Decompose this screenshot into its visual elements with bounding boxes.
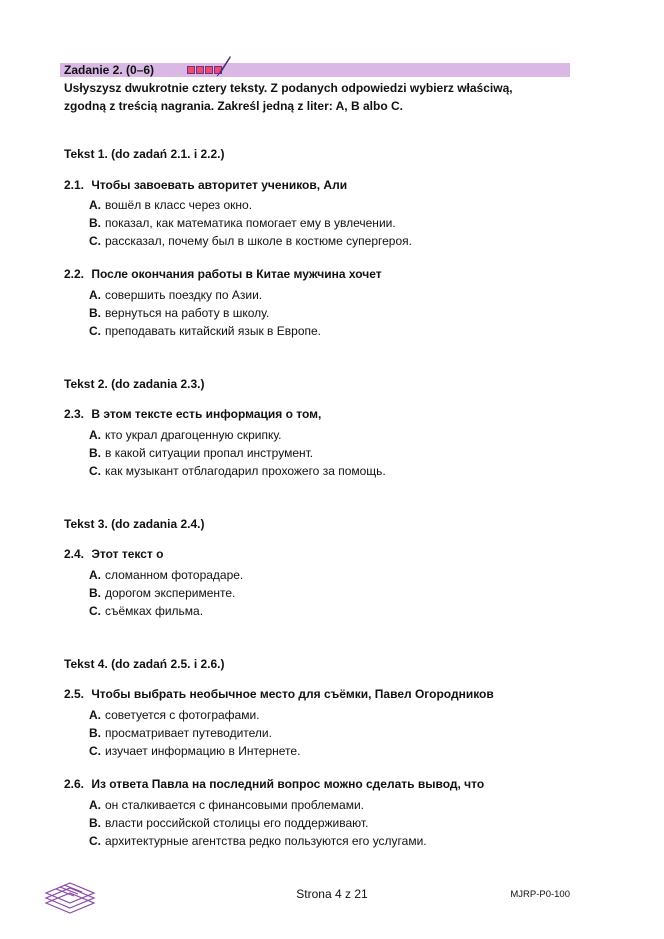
option-letter[interactable]: C. xyxy=(89,744,101,758)
option-letter[interactable]: B. xyxy=(89,216,101,230)
option-text: просматривает путеводители. xyxy=(105,726,272,740)
option-letter[interactable]: A. xyxy=(89,198,101,212)
task-instruction xyxy=(64,79,544,115)
option-text: изучает информацию в Интернете. xyxy=(105,744,301,758)
option-letter[interactable]: A. xyxy=(89,428,101,442)
option-letter[interactable]: B. xyxy=(89,816,101,830)
score-box xyxy=(187,66,195,74)
answer-option[interactable] xyxy=(89,832,427,850)
question-text: Этот текст о xyxy=(91,547,164,561)
section-title: Tekst 3. (do zadania 2.4.) xyxy=(64,517,205,531)
answer-option[interactable] xyxy=(89,444,313,462)
option-letter[interactable]: C. xyxy=(89,604,101,618)
question-text: Чтобы завоевать авторитет учеников, Али xyxy=(91,178,348,192)
score-box xyxy=(205,66,213,74)
question-number: 2.3. xyxy=(64,407,85,421)
question-text: После окончания работы в Китае мужчина хочет xyxy=(91,267,382,281)
option-letter[interactable]: A. xyxy=(89,568,101,582)
instruction-line: Usłyszysz dwukrotnie cztery teksty. Z podanych odpowiedzi wybierz właściwą, xyxy=(64,81,513,95)
answer-option[interactable] xyxy=(89,602,203,620)
option-letter[interactable]: A. xyxy=(89,798,101,812)
option-text: рассказал, почему был в школе в костюме супергероя. xyxy=(105,234,412,248)
question-number: 2.4. xyxy=(64,547,85,561)
option-text: он сталкивается с финансовыми проблемами. xyxy=(105,798,365,812)
answer-option[interactable] xyxy=(89,426,281,444)
question-title xyxy=(64,407,321,421)
option-letter[interactable]: A. xyxy=(89,708,101,722)
option-letter[interactable]: C. xyxy=(89,324,101,338)
option-text: дорогом эксперименте. xyxy=(105,586,236,600)
page-number: Strona 4 z 21 xyxy=(296,887,368,901)
answer-option[interactable] xyxy=(89,566,243,584)
answer-option[interactable] xyxy=(89,214,396,232)
answer-option[interactable] xyxy=(89,322,321,340)
question-text: Чтобы выбрать необычное место для съёмки, Павел Огородников xyxy=(91,687,494,701)
option-text: показал, как математика помогает ему в увлечении. xyxy=(105,216,396,230)
option-text: совершить поездку по Азии. xyxy=(105,288,263,302)
question-number: 2.2. xyxy=(64,267,85,281)
answer-option[interactable] xyxy=(89,232,412,250)
answer-option[interactable] xyxy=(89,706,260,724)
question-title xyxy=(64,267,382,281)
option-letter[interactable]: C. xyxy=(89,834,101,848)
question-text: В этом тексте есть информация о том, xyxy=(91,407,322,421)
answer-option[interactable] xyxy=(89,584,235,602)
question-title xyxy=(64,687,494,701)
option-letter[interactable]: C. xyxy=(89,464,101,478)
question-title xyxy=(64,547,163,561)
option-text: в какой ситуации пропал инструмент. xyxy=(105,446,314,460)
pen-icon xyxy=(216,55,232,77)
answer-option[interactable] xyxy=(89,304,269,322)
question-number: 2.5. xyxy=(64,687,85,701)
option-letter[interactable]: B. xyxy=(89,446,101,460)
option-text: сломанном фоторадаре. xyxy=(105,568,244,582)
option-letter[interactable]: B. xyxy=(89,586,101,600)
option-text: как музыкант отблагодарил прохожего за помощь. xyxy=(105,464,386,478)
option-text: вошёл в класс через окно. xyxy=(105,198,253,212)
exam-code: MJRP-P0-100 xyxy=(510,889,570,900)
answer-option[interactable] xyxy=(89,796,364,814)
option-letter[interactable]: B. xyxy=(89,726,101,740)
question-text: Из ответа Павла на последний вопрос можно сделать вывод, что xyxy=(91,777,485,791)
instruction-line: zgodną z treścią nagrania. Zakreśl jedną z liter: A, B albo C. xyxy=(64,99,403,113)
task-title: Zadanie 2. (0–6) xyxy=(64,63,155,77)
option-letter[interactable]: A. xyxy=(89,288,101,302)
option-letter[interactable]: B. xyxy=(89,306,101,320)
score-box xyxy=(196,66,204,74)
answer-option[interactable] xyxy=(89,724,272,742)
option-text: съёмках фильма. xyxy=(105,604,204,618)
section-title: Tekst 1. (do zadań 2.1. i 2.2.) xyxy=(64,147,225,161)
question-title xyxy=(64,777,484,791)
option-letter[interactable]: C. xyxy=(89,234,101,248)
option-text: советуется с фотографами. xyxy=(105,708,260,722)
option-text: преподавать китайский язык в Европе. xyxy=(105,324,321,338)
section-title: Tekst 2. (do zadania 2.3.) xyxy=(64,377,205,391)
section-title: Tekst 4. (do zadań 2.5. i 2.6.) xyxy=(64,657,225,671)
option-text: кто украл драгоценную скрипку. xyxy=(105,428,282,442)
answer-option[interactable] xyxy=(89,462,386,480)
option-text: вернуться на работу в школу. xyxy=(105,306,270,320)
answer-option[interactable] xyxy=(89,814,368,832)
option-text: архитектурные агентства редко пользуются его услугами. xyxy=(105,834,427,848)
question-number: 2.1. xyxy=(64,178,85,192)
question-number: 2.6. xyxy=(64,777,85,791)
answer-option[interactable] xyxy=(89,196,252,214)
option-text: власти российской столицы его поддерживают. xyxy=(105,816,369,830)
answer-option[interactable] xyxy=(89,286,262,304)
question-title xyxy=(64,178,347,192)
answer-option[interactable] xyxy=(89,742,300,760)
